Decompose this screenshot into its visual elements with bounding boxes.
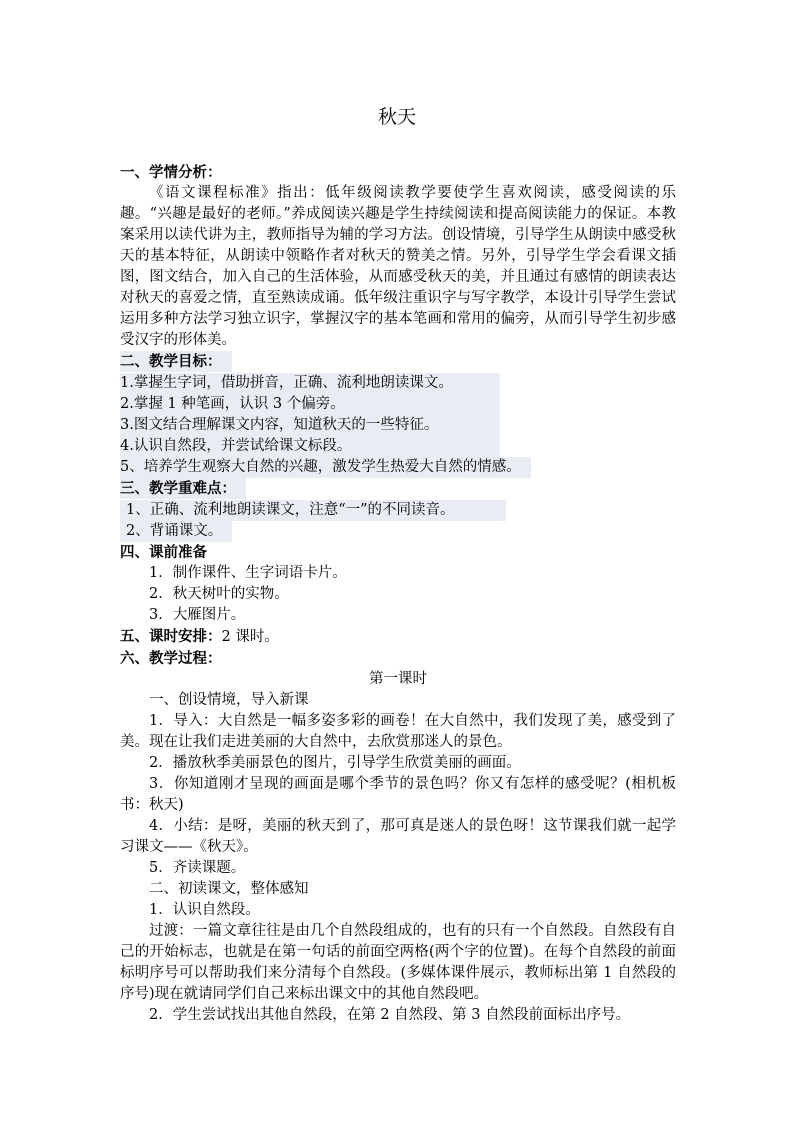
goal-row <box>120 415 676 436</box>
section-heading-keypoints-row <box>120 478 676 500</box>
process-step: 2．学生尝试找出其他自然段，在第 2 自然段、第 3 自然段前面标出序号。 <box>149 1007 631 1023</box>
section-heading-keypoints: 三、教学重难点： <box>120 478 246 499</box>
section-heading-goals: 二、教学目标： <box>120 351 232 372</box>
goal-row <box>120 394 676 415</box>
goal-row <box>120 436 676 457</box>
process-step: 1．认识自然段。 <box>149 902 260 918</box>
process-step: 4．小结：是呀，美丽的秋天到了，那可真是迷人的景色呀！这节课我们就一起学习课文——《秋天》。 <box>120 818 676 855</box>
schedule-value: 2 课时。 <box>221 629 279 645</box>
preparation-item: 1．制作课件、生字词语卡片。 <box>149 565 347 581</box>
document-title: 秋天 <box>377 106 416 128</box>
document-body <box>120 162 676 1026</box>
process-part-heading: 二、初读课文，整体感知 <box>149 881 309 897</box>
process-step: 2．播放秋季美丽景色的图片，引导学生欣赏美丽的画面。 <box>149 755 521 771</box>
lesson-title: 第一课时 <box>369 671 427 687</box>
process-step: 过渡：一篇文章往往是由几个自然段组成的，也有的只有一个自然段。自然段有自己的开始标志，也就是在第一句话的前面空两格(两个字的位置)。在每个自然段的前面标明序号可以帮助我们来分清每个自然段。(多媒体课件展示，教师标出第 1 自然段的序号)现在就请同学们自己来标出课文中的其他自然段吧。 <box>120 923 676 1002</box>
section-heading-preparation: 四、课前准备 <box>120 544 207 561</box>
process-step: 1．导入：大自然是一幅多姿多彩的画卷！在大自然中，我们发现了美，感受到了美。现在让我们走进美丽的大自然中，去欣赏那迷人的景色。 <box>120 713 676 750</box>
section-heading-schedule: 五、课时安排： <box>120 628 222 645</box>
schedule-row <box>120 626 676 648</box>
process-part-heading: 一、创设情境，导入新课 <box>149 692 309 708</box>
section-heading-process: 六、教学过程： <box>120 650 222 667</box>
section-heading-goals-row <box>120 351 676 373</box>
keypoint-item: 1、正确、流利地朗读课文，注意“一”的不同读音。 <box>120 500 506 521</box>
preparation-item: 3．大雁图片。 <box>149 607 246 623</box>
preparation-item: 2．秋天树叶的实物。 <box>149 586 289 602</box>
analysis-paragraph: 《语文课程标准》指出：低年级阅读教学要使学生喜欢阅读，感受阅读的乐趣。“兴趣是最好的老师。”养成阅读兴趣是学生持续阅读和提高阅读能力的保证。本教案采用以读代讲为主，教师指导为辅的学习方法。创设情境，引导学生从朗读中感受秋天的基本特征，从朗读中领略作者对秋天的赞美之情。另外，引导学生学会看课文插图，图文结合，加入自己的生活体验，从而感受秋天的美，并且通过有感情的朗读表达对秋天的喜爱之情，直至熟读成诵。低年级注重识字与写字教学，本设计引导学生尝试运用多种方法学习独立识字，掌握汉字的基本笔画和常用的偏旁，从而引导学生初步感受汉字的形体美。 <box>120 185 676 348</box>
process-step: 5．齐读课题。 <box>149 860 246 876</box>
goal-item: 4.认识自然段，并尝试给课文标段。 <box>120 436 500 457</box>
keypoint-row <box>120 521 676 542</box>
section-heading-analysis: 一、学情分析： <box>120 164 222 181</box>
process-step: 3．你知道刚才呈现的画面是哪个季节的景色吗？你又有怎样的感受呢？(相机板书：秋天) <box>120 776 676 813</box>
goal-row <box>120 373 676 394</box>
keypoint-row <box>120 500 676 521</box>
goal-row <box>120 457 676 478</box>
goal-item: 5、培养学生观察大自然的兴趣，激发学生热爱大自然的情感。 <box>120 457 531 478</box>
goal-item: 3.图文结合理解课文内容，知道秋天的一些特征。 <box>120 415 500 436</box>
goal-item: 2.掌握 1 种笔画，认识 3 个偏旁。 <box>120 394 500 415</box>
goal-item: 1.掌握生字词，借助拼音，正确、流利地朗读课文。 <box>120 373 500 394</box>
keypoint-item: 2、背诵课文。 <box>120 521 232 542</box>
